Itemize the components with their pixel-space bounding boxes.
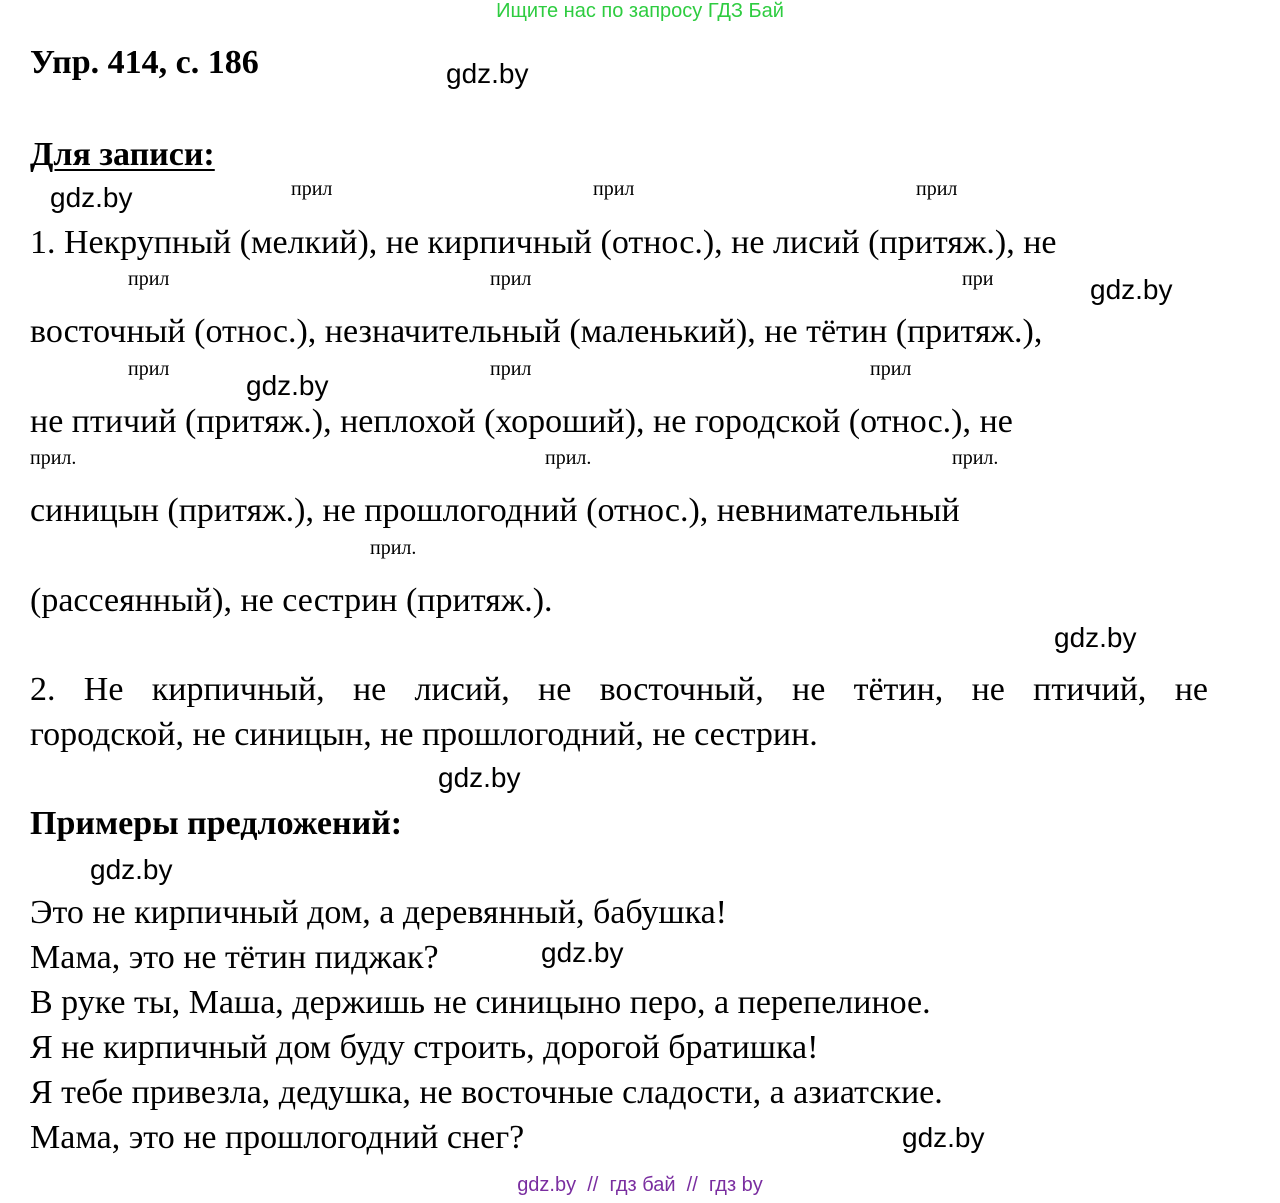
grammar-mark: прил <box>916 178 958 200</box>
example-sentence: Это не кирпичный дом, а деревянный, бабушка! <box>30 894 727 931</box>
footer-links[interactable]: gdz.by // гдз бай // гдз by <box>517 1174 763 1196</box>
exercise-title: Упр. 414, с. 186 <box>30 44 259 81</box>
top-banner[interactable]: Ищите нас по запросу ГДЗ Бай <box>496 0 784 22</box>
watermark: gdz.by <box>50 182 133 213</box>
grammar-mark: прил. <box>370 537 417 559</box>
heading-record: Для записи: <box>30 136 215 173</box>
heading-examples: Примеры предложений: <box>30 805 403 842</box>
section2-line2: городской, не синицын, не прошлогодний, не сестрин. <box>30 716 818 753</box>
section1-line4: синицын (притяж.), не прошлогодний (относ.), невнимательный <box>30 492 960 529</box>
watermark: gdz.by <box>446 58 529 89</box>
grammar-mark: прил <box>128 358 170 380</box>
watermark: gdz.by <box>246 370 329 401</box>
watermark: gdz.by <box>90 854 173 885</box>
grammar-mark: при <box>962 268 994 290</box>
example-sentence: Мама, это не тётин пиджак? <box>30 939 439 976</box>
watermark: gdz.by <box>902 1122 985 1153</box>
example-sentence: Мама, это не прошлогодний снег? <box>30 1119 525 1156</box>
watermark: gdz.by <box>541 937 624 968</box>
section1-line3: не птичий (притяж.), неплохой (хороший), не городской (относ.), не <box>30 403 1013 440</box>
grammar-mark: прил <box>593 178 635 200</box>
example-sentence: Я тебе привезла, дедушка, не восточные сладости, а азиатские. <box>30 1074 943 1111</box>
example-sentence: В руке ты, Маша, держишь не синицыно перо, а перепелиное. <box>30 984 931 1021</box>
section2-line1: 2. Не кирпичный, не лисий, не восточный, не тётин, не птичий, не <box>30 671 1208 708</box>
grammar-mark: прил. <box>545 447 592 469</box>
grammar-mark: прил <box>291 178 333 200</box>
example-sentence: Я не кирпичный дом буду строить, дорогой братишка! <box>30 1029 819 1066</box>
grammar-mark: прил <box>870 358 912 380</box>
watermark: gdz.by <box>1054 622 1137 653</box>
grammar-mark: прил <box>490 358 532 380</box>
grammar-mark: прил <box>128 268 170 290</box>
watermark: gdz.by <box>1090 274 1173 305</box>
grammar-mark: прил. <box>30 447 77 469</box>
grammar-mark: прил <box>490 268 532 290</box>
section1-line1: 1. Некрупный (мелкий), не кирпичный (относ.), не лисий (притяж.), не <box>30 224 1057 261</box>
watermark: gdz.by <box>438 762 521 793</box>
grammar-mark: прил. <box>952 447 999 469</box>
section1-line5: (рассеянный), не сестрин (притяж.). <box>30 582 553 619</box>
section1-line2: восточный (относ.), незначительный (маленький), не тётин (притяж.), <box>30 313 1043 350</box>
